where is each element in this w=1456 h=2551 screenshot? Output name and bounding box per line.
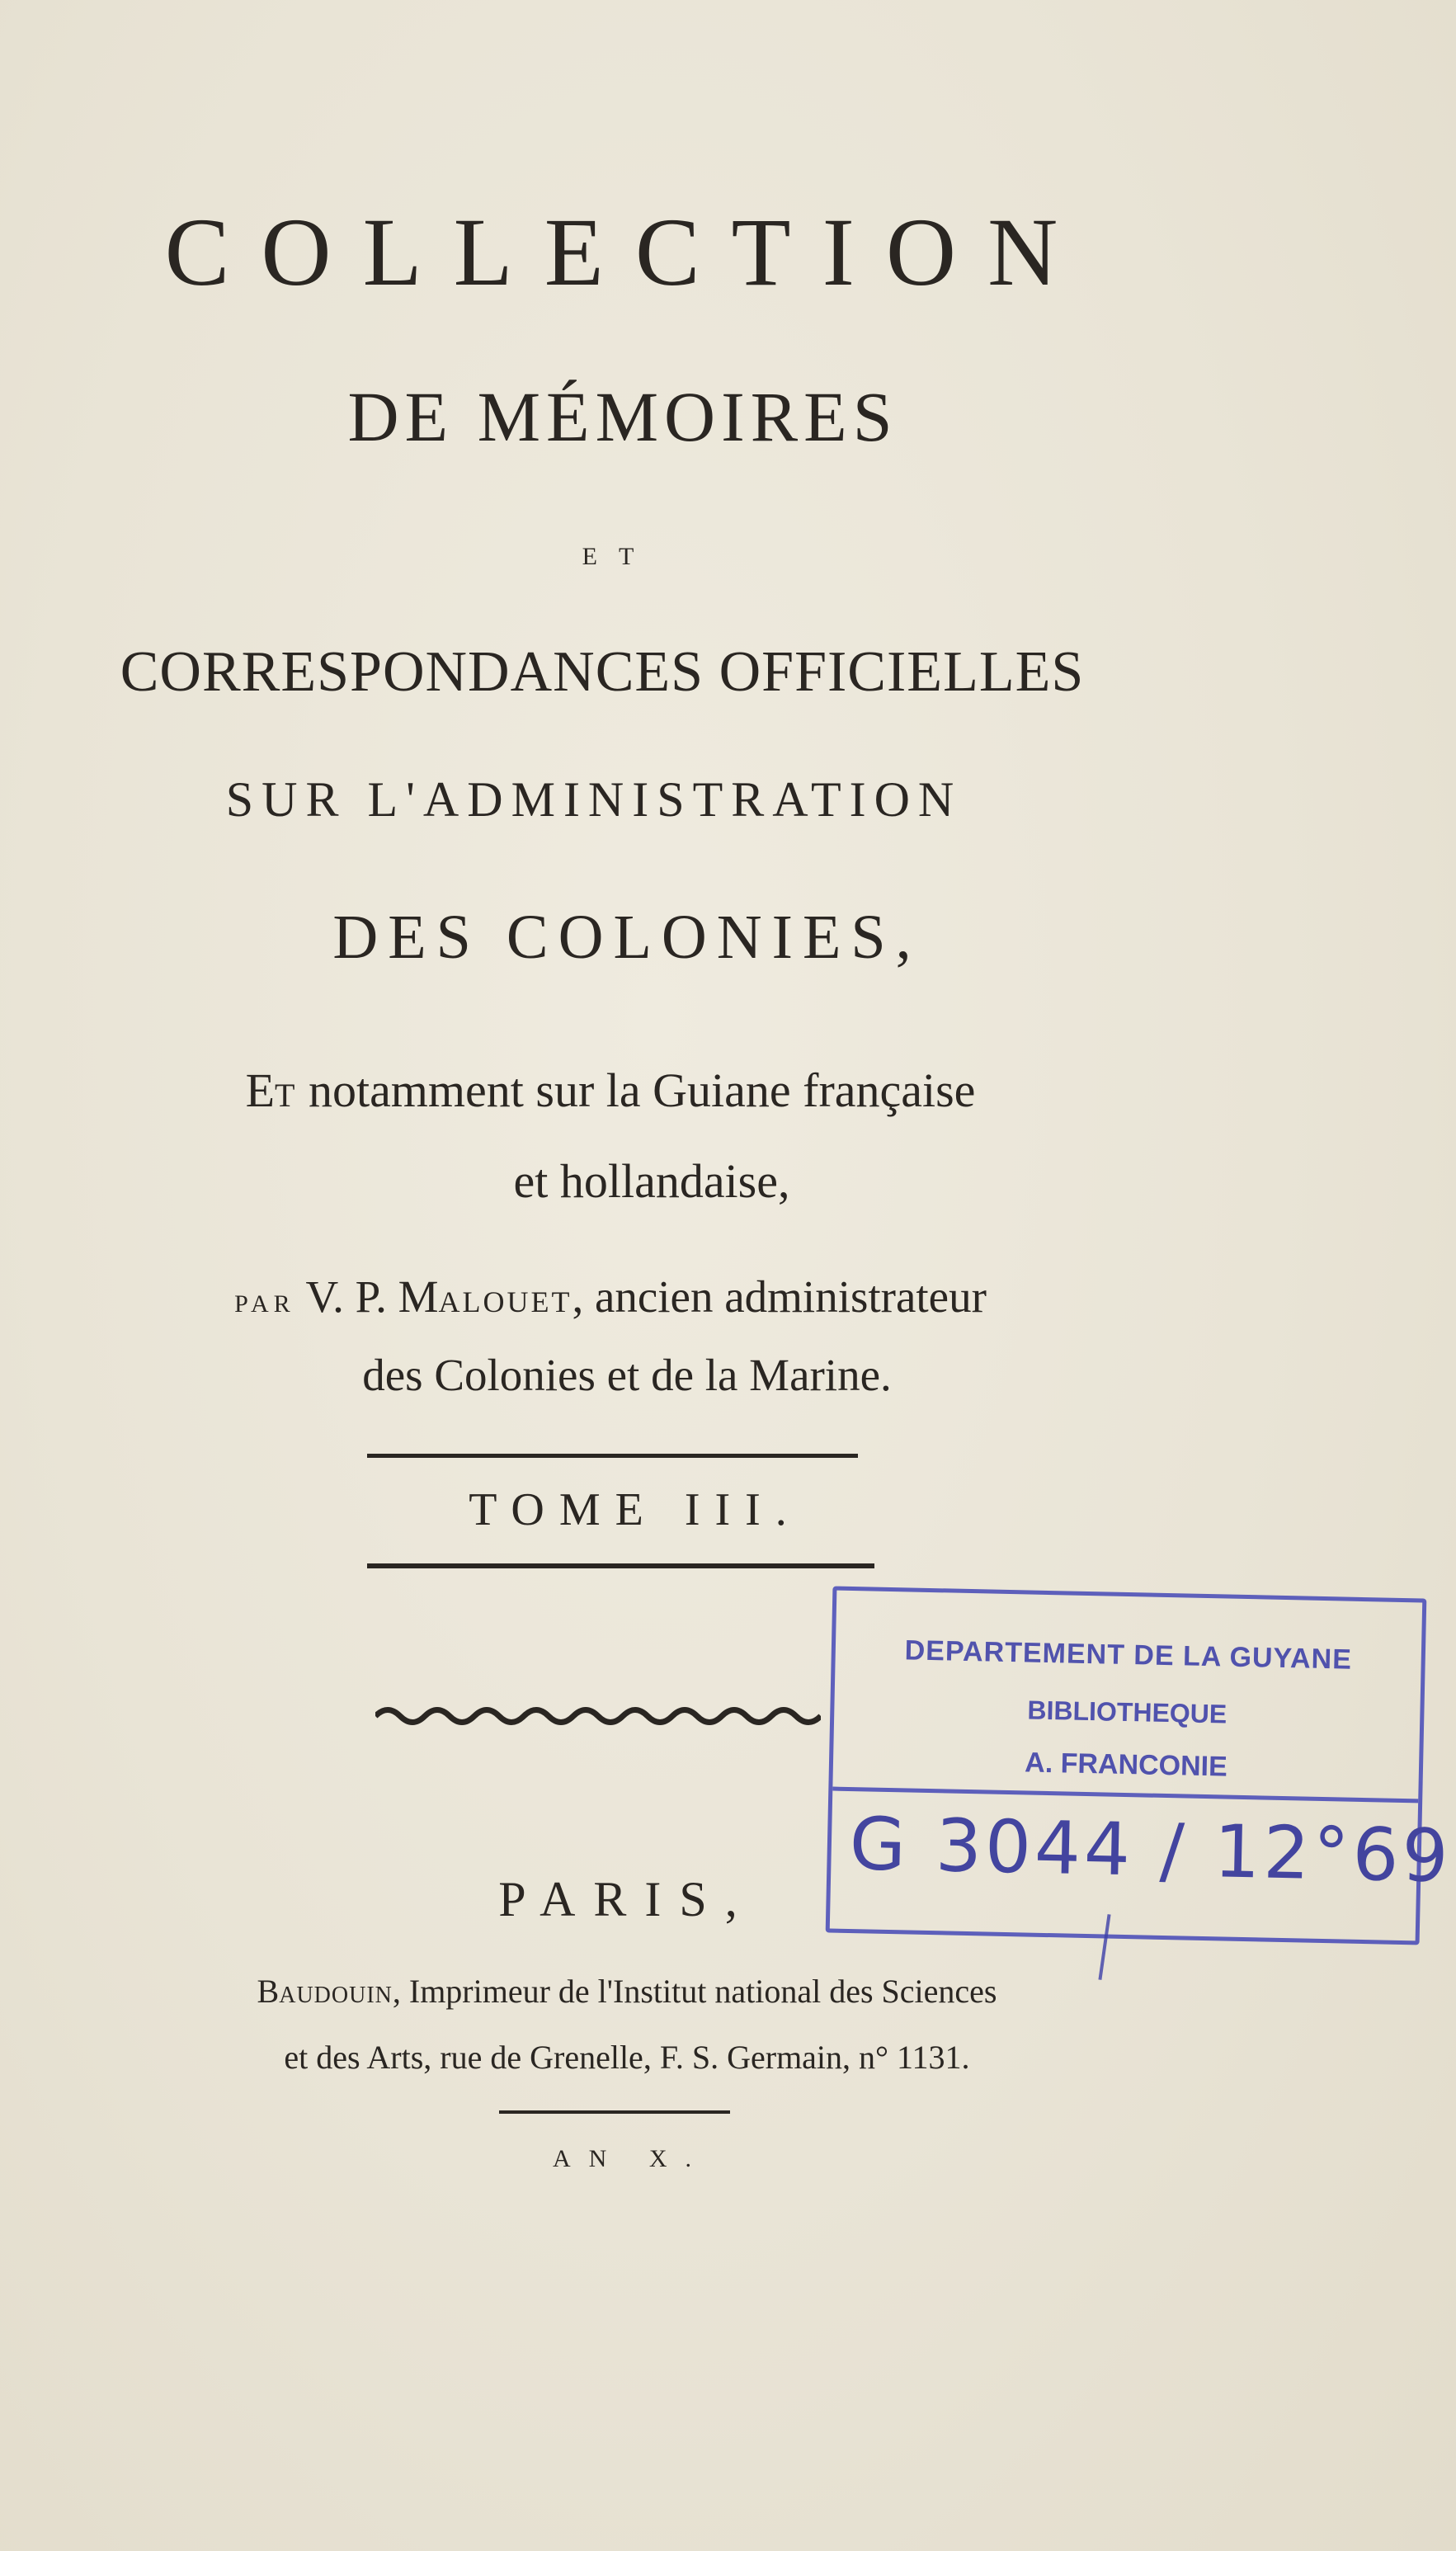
volume-number: TOME III.: [469, 1484, 802, 1535]
title-collection: COLLECTION: [164, 198, 1090, 306]
library-stamp: [826, 1587, 1453, 1945]
author-line-2: des Colonies et de la Marine.: [362, 1350, 892, 1400]
imprint-date: AN X.: [553, 2145, 709, 2172]
stamp-collection: A. FRANCONIE: [1024, 1747, 1228, 1783]
stamp-library: BIBLIOTHEQUE: [1027, 1695, 1227, 1729]
title-et: ET: [582, 543, 656, 570]
printer-initial: B: [257, 1973, 280, 2010]
printer-description: , Imprimeur de l'Institut national des Sciences: [392, 1973, 997, 2010]
stamp-shelfmark: G 3044 / 12°69: [848, 1801, 1453, 1899]
rule-above-volume: [367, 1454, 858, 1458]
stamp-divider: [832, 1787, 1418, 1804]
title-administration: SUR L'ADMINISTRATION: [225, 772, 963, 827]
rule-above-date: [499, 2110, 730, 2114]
printer-name: AUDOUIN: [279, 1983, 393, 2008]
wavy-ornament: [375, 1700, 821, 1733]
printer-line: [49, 1972, 1204, 2011]
author-initial-cap: M: [398, 1271, 439, 1322]
imprint-place: PARIS,: [498, 1872, 756, 1926]
subtitle-text: notamment sur la Guiane française: [296, 1063, 976, 1117]
title-des-colonies: DES COLONIES,: [332, 903, 921, 972]
title-de-memoires: DE MÉMOIRES: [347, 377, 898, 456]
subtitle-line: [0, 1063, 1229, 1118]
subtitle-initial: E: [245, 1063, 276, 1117]
rule-below-volume: [367, 1563, 874, 1568]
author-description: , ancien administrateur: [572, 1271, 987, 1322]
author-name: ALOUET: [438, 1285, 573, 1318]
subtitle-smallcap: T: [275, 1077, 297, 1114]
author-initials: V. P.: [294, 1271, 398, 1322]
printer-address: et des Arts, rue de Grenelle, F. S. Germain, n° 1131.: [284, 2039, 970, 2076]
author-prefix: PAR: [234, 1290, 295, 1318]
stamp-department: DEPARTEMENT DE LA GUYANE: [904, 1634, 1353, 1676]
author-line: [0, 1271, 1229, 1323]
subtitle-line-2: et hollandaise,: [513, 1154, 790, 1208]
title-correspondances: CORRESPONDANCES OFFICIELLES: [120, 640, 1085, 704]
